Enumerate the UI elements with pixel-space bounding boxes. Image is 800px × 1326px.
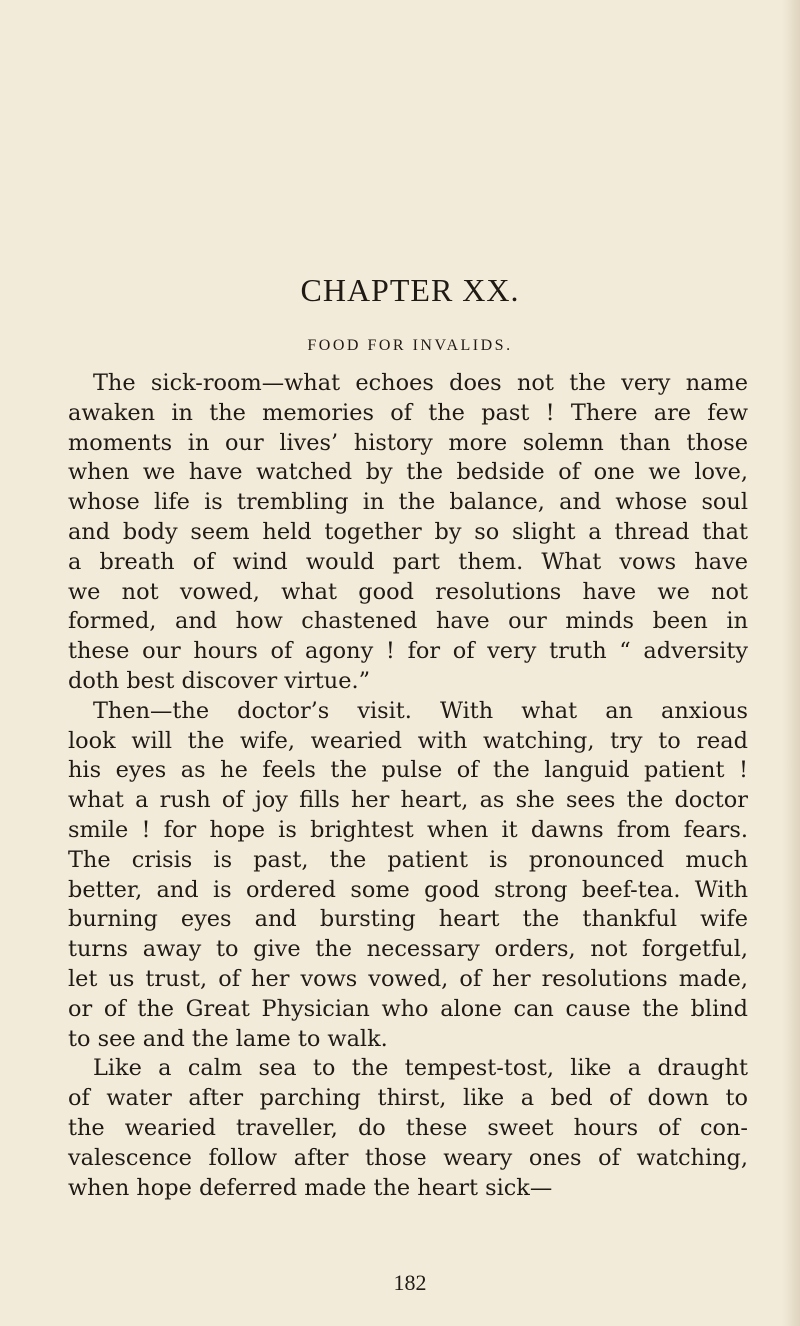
page-edge-shadow: [782, 0, 800, 1326]
chapter-heading: CHAPTER XX.: [300, 272, 520, 308]
text-line: when hope deferred made the heart sick—: [68, 1174, 553, 1201]
text-line: and body seem held together by so slight a thread that: [68, 518, 748, 545]
text-line: valescence follow after those weary ones of watching,: [68, 1144, 748, 1171]
text-line: the wearied traveller, do these sweet hours of con-: [68, 1114, 748, 1141]
page-number: 182: [393, 1270, 427, 1295]
text-line: burning eyes and bursting heart the thankful wife: [68, 906, 748, 933]
text-line: moments in our lives’ history more solemn than those: [68, 429, 748, 456]
text-line: awaken in the memories of the past ! There are few: [68, 399, 748, 426]
text-line: The sick-room—what echoes does not the very name: [93, 370, 748, 396]
text-line: turns away to give the necessary orders, not forgetful,: [68, 936, 748, 963]
chapter-subtitle: FOOD FOR INVALIDS.: [307, 337, 513, 354]
text-line: these our hours of agony ! for of very truth “ adversity: [68, 638, 748, 665]
text-line: of water after parching thirst, like a bed of down to: [68, 1085, 748, 1112]
text-line: when we have watched by the bedside of one we love,: [68, 459, 748, 486]
text-line: look will the wife, wearied with watching, try to read: [68, 727, 748, 754]
text-line: better, and is ordered some good strong beef-tea. With: [68, 876, 748, 903]
text-line: Like a calm sea to the tempest-tost, like a draught: [93, 1055, 748, 1082]
text-line: formed, and how chastened have our minds been in: [68, 608, 748, 635]
text-line: The crisis is past, the patient is pronounced much: [68, 846, 748, 873]
text-line: doth best discover virtue.”: [68, 667, 371, 694]
text-line: let us trust, of her vows vowed, of her resolutions made,: [68, 965, 748, 992]
text-line: smile ! for hope is brightest when it dawns from fears.: [68, 816, 748, 843]
text-line: we not vowed, what good resolutions have we not: [68, 578, 748, 605]
text-line: or of the Great Physician who alone can cause the blind: [68, 995, 748, 1022]
text-line: whose life is trembling in the balance, and whose soul: [68, 489, 748, 516]
text-line: a breath of wind would part them. What vows have: [68, 548, 748, 575]
text-line: his eyes as he feels the pulse of the languid patient !: [68, 757, 748, 784]
body-text: [68, 369, 748, 1203]
text-line: to see and the lame to walk.: [68, 1025, 388, 1052]
text-line: Then—the doctor’s visit. With what an anxious: [93, 697, 748, 724]
text-line: what a rush of joy fills her heart, as she sees the doctor: [68, 787, 748, 814]
